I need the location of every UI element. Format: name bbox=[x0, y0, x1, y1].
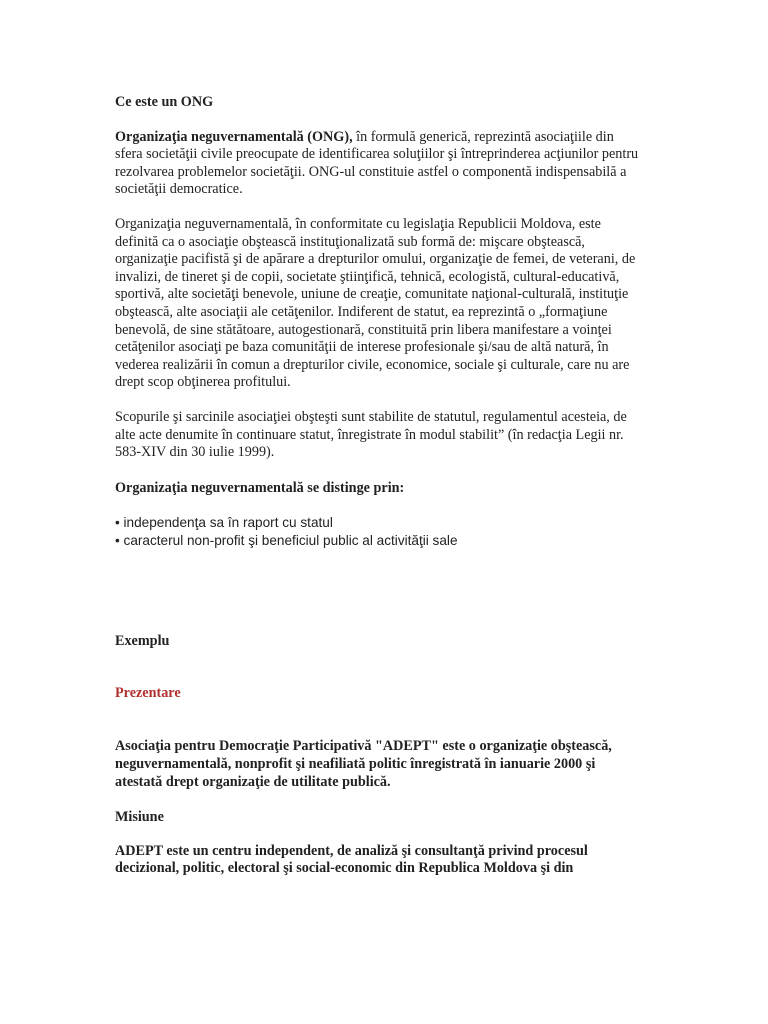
heading-prezentare: Prezentare bbox=[115, 684, 181, 701]
heading-ce-este-ong: Ce este un ONG bbox=[115, 94, 214, 110]
paragraph-definition bbox=[115, 129, 640, 199]
paragraph-scopuri: Scopurile şi sarcinile asociaţiei obşteşti sunt stabilite de statutul, regulamentul acesteia, de alte acte denumite în continuare statut, înregistrate în modul stabilit” (în redacţia Legii nr. 583-XIV din 30 iulie 1999). bbox=[115, 408, 627, 461]
paragraph-legislation: Organizaţia neguvernamentală, în conformitate cu legislaţia Republicii Moldova, este definită ca o asociaţie obştească instituţionalizată sub formă de: mişcare obştească, organizaţie pacifistă şi de apărare a drepturilor omului, organizaţie de femei, de veterani, de invalizi, de tineret şi de copii, societate ştiinţifică, tehnică, ecologistă, cultural-educativă, sportivă, alte societăţi benevole, uniune de creaţie, comunitate naţional-culturală, instituţie obştească, alte asociaţii ale cetăţenilor. Indiferent de statut, ea reprezintă o „formaţiune benevolă, de sine stătătoare, autogestionară, constituită prin libera manifestare a voinţei cetăţenilor asociaţi pe baza comunităţii de interese profesionale şi/sau de altă natură, în vederea realizării în comun a drepturilor civile, economice, sociale şi culturale, care nu are drept scop obţinerea profitului. bbox=[115, 215, 636, 391]
heading-exemplu: Exemplu bbox=[115, 633, 170, 650]
bullet-item: • independenţa sa în raport cu statul bbox=[115, 515, 333, 531]
document-content bbox=[115, 94, 640, 878]
definition-text: în formulă generică, reprezintă asociaţiile din sfera societăţii civile preocupate de identificarea soluţiilor şi întreprinderea acţiunilor pentru rezolvarea problemelor societăţii. ONG-ul constituie astfel o componentă indispensabilă a societăţii democratice. bbox=[115, 128, 639, 198]
heading-misiune: Misiune bbox=[115, 809, 164, 826]
bullet-list bbox=[115, 514, 640, 550]
heading-distinge: Organizaţia neguvernamentală se distinge prin: bbox=[115, 479, 405, 496]
bullet-item: • caracterul non-profit şi beneficiul public al activităţii sale bbox=[115, 533, 458, 549]
definition-bold-lead: Organizaţia neguvernamentală (ONG), bbox=[115, 128, 353, 145]
paragraph-misiune: ADEPT este un centru independent, de analiză şi consultanţă privind procesul decizional, politic, electoral şi social-economic din Republica Moldova şi din bbox=[115, 842, 588, 877]
paragraph-asociatia: Asociaţia pentru Democraţie Participativă "ADEPT" este o organizaţie obştească, neguvernamentală, nonprofit şi neafiliată politic înregistrată în ianuarie 2000 şi atestată drept organizaţie de utilitate publică. bbox=[115, 738, 612, 790]
